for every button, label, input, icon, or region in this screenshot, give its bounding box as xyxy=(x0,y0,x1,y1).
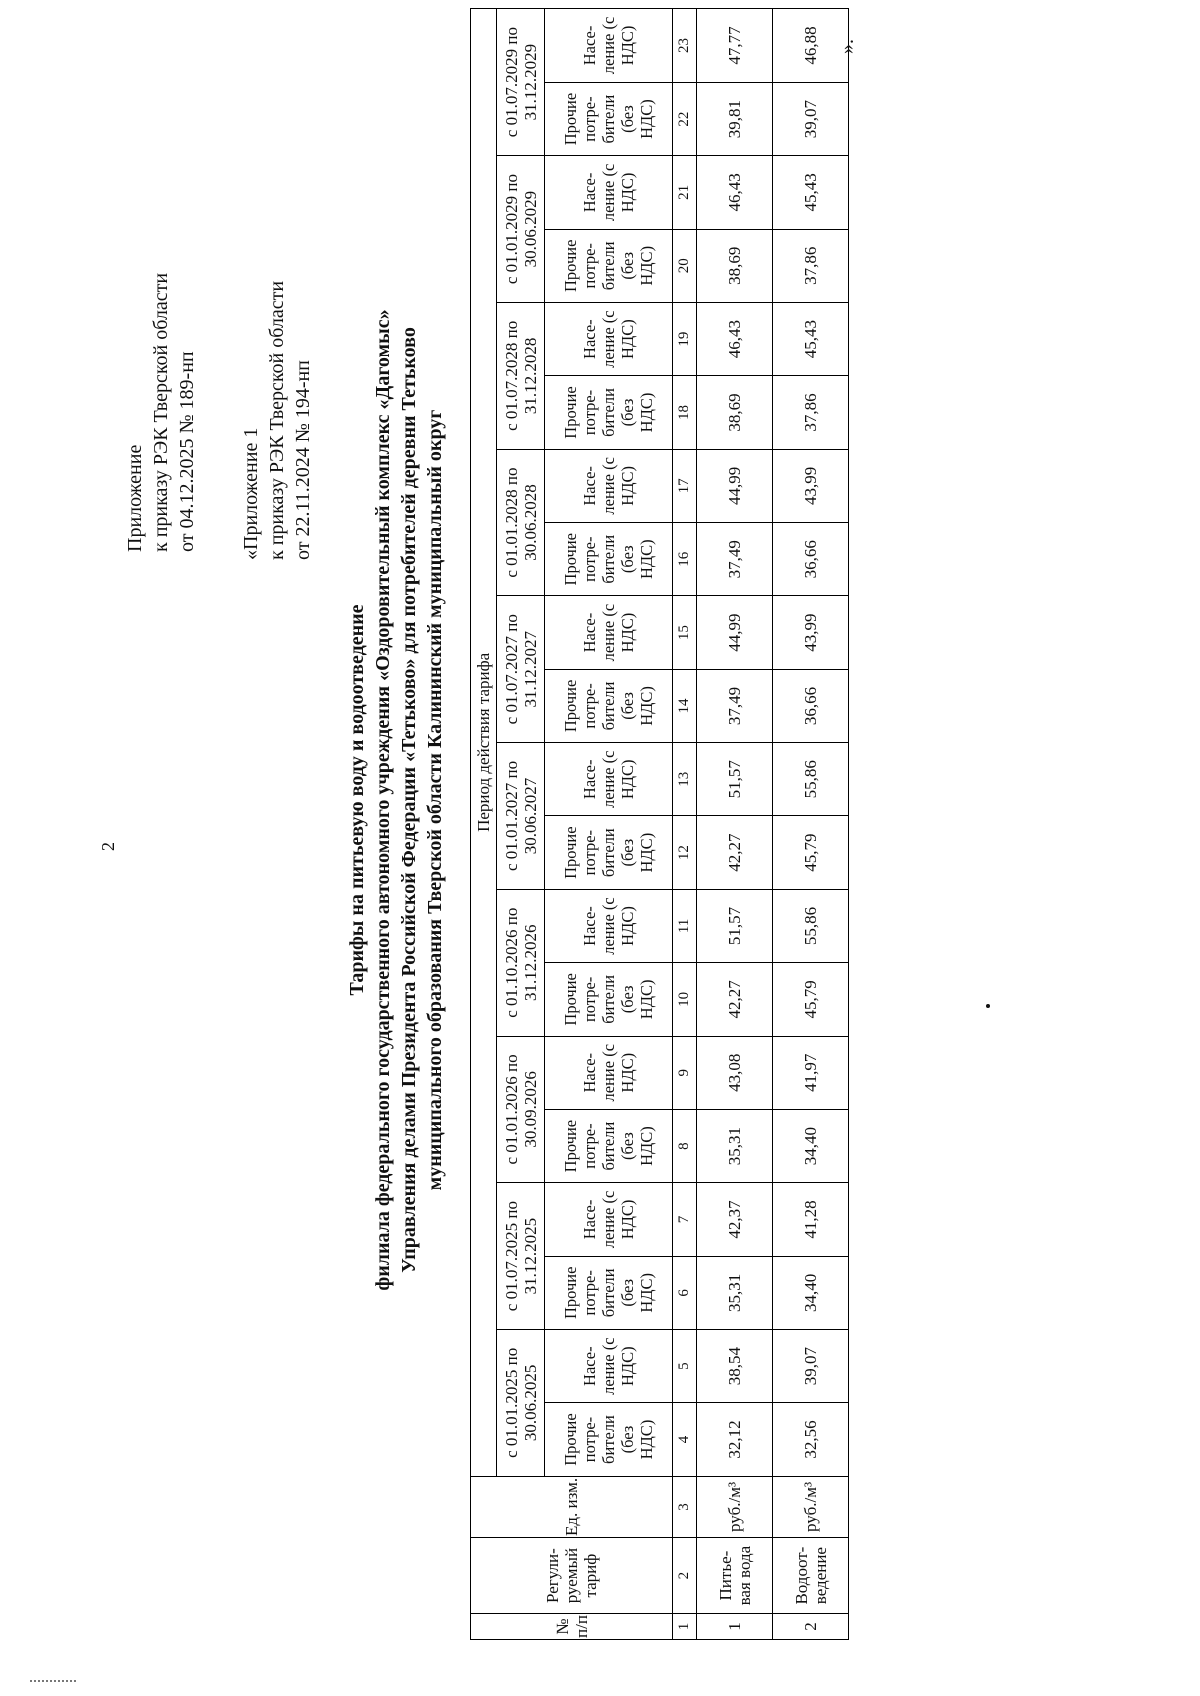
annex-previous xyxy=(238,281,316,560)
header-period: Период действия тарифа xyxy=(471,9,497,1477)
annex-current-line2: к приказу РЭК Тверской области xyxy=(150,272,172,552)
period-range: с 01.01.2026 по 30.09.2026 xyxy=(497,1036,545,1183)
column-number: 18 xyxy=(673,376,697,449)
annex-current xyxy=(122,273,200,552)
tariff-value: 42,27 xyxy=(697,816,773,889)
category-other: Прочие потре-бители (без НДС) xyxy=(545,669,673,742)
period-range: с 01.07.2027 по 31.12.2027 xyxy=(497,596,545,743)
tariff-value: 38,69 xyxy=(697,376,773,449)
tariff-value: 36,66 xyxy=(773,669,849,742)
column-number: 6 xyxy=(673,1256,697,1329)
category-other: Прочие потре-бители (без НДС) xyxy=(545,523,673,596)
tariff-value: 39,07 xyxy=(773,82,849,155)
tariff-value: 37,49 xyxy=(697,669,773,742)
category-population: Насе-ление (с НДС) xyxy=(545,9,673,83)
column-number: 10 xyxy=(673,963,697,1036)
header-num: № п/п xyxy=(471,1613,673,1639)
tariff-table xyxy=(470,8,849,1640)
scan-artifact-mark xyxy=(30,1680,76,1683)
annex-current-line3: от 04.12.2025 № 189-нп xyxy=(176,351,198,552)
tariff-value: 55,86 xyxy=(773,889,849,962)
period-range: с 01.10.2026 по 31.12.2026 xyxy=(497,889,545,1036)
column-number: 21 xyxy=(673,156,697,229)
column-number: 14 xyxy=(673,669,697,742)
annex-previous-line3: от 22.11.2024 № 194-нп xyxy=(292,360,314,560)
annex-previous-line1: «Приложение 1 xyxy=(240,427,262,560)
period-range: с 01.01.2028 по 30.06.2028 xyxy=(497,449,545,596)
category-population: Насе-ление (с НДС) xyxy=(545,1183,673,1256)
tariff-value: 35,31 xyxy=(697,1256,773,1329)
tariff-value: 41,97 xyxy=(773,1036,849,1109)
category-population: Насе-ление (с НДС) xyxy=(545,1329,673,1402)
category-other: Прочие потре-бители (без НДС) xyxy=(545,1256,673,1329)
column-number: 11 xyxy=(673,889,697,962)
column-number: 1 xyxy=(673,1613,697,1639)
tariff-value: 38,69 xyxy=(697,229,773,302)
tariff-value: 44,99 xyxy=(697,596,773,669)
tariff-value: 43,99 xyxy=(773,449,849,522)
period-range: с 01.07.2029 по 31.12.2029 xyxy=(497,9,545,156)
category-other: Прочие потре-бители (без НДС) xyxy=(545,1403,673,1476)
tariff-value: 55,86 xyxy=(773,743,849,816)
period-range: с 01.07.2028 по 31.12.2028 xyxy=(497,302,545,449)
tariff-value: 37,86 xyxy=(773,376,849,449)
period-range: с 01.07.2025 по 31.12.2025 xyxy=(497,1183,545,1330)
column-number: 2 xyxy=(673,1538,697,1614)
rotated-content xyxy=(0,16,1200,1680)
category-other: Прочие потре-бители (без НДС) xyxy=(545,816,673,889)
category-population: Насе-ление (с НДС) xyxy=(545,1036,673,1109)
period-range: с 01.01.2027 по 30.06.2027 xyxy=(497,743,545,890)
table-row xyxy=(697,9,773,1640)
tariff-value: 38,54 xyxy=(697,1329,773,1402)
row-num: 2 xyxy=(773,1613,849,1639)
column-number: 17 xyxy=(673,449,697,522)
column-number: 22 xyxy=(673,82,697,155)
tariff-value: 51,57 xyxy=(697,889,773,962)
table-row xyxy=(773,9,849,1640)
column-number: 13 xyxy=(673,743,697,816)
category-population: Насе-ление (с НДС) xyxy=(545,889,673,962)
tariff-value: 43,08 xyxy=(697,1036,773,1109)
tariff-value: 42,37 xyxy=(697,1183,773,1256)
tariff-value: 39,81 xyxy=(697,82,773,155)
tariff-value: 34,40 xyxy=(773,1256,849,1329)
category-other: Прочие потре-бители (без НДС) xyxy=(545,963,673,1036)
tariff-value: 34,40 xyxy=(773,1109,849,1182)
header-unit: Ед. изм. xyxy=(471,1476,673,1538)
category-population: Насе-ление (с НДС) xyxy=(545,449,673,522)
period-range: с 01.01.2029 по 30.06.2029 xyxy=(497,156,545,303)
row-tariff-name: Питье-вая вода xyxy=(697,1538,773,1614)
tariff-value: 32,12 xyxy=(697,1403,773,1476)
tariff-value: 37,49 xyxy=(697,523,773,596)
annex-previous-line2: к приказу РЭК Тверской области xyxy=(266,280,288,560)
column-number: 3 xyxy=(673,1476,697,1538)
category-other: Прочие потре-бители (без НДС) xyxy=(545,82,673,155)
tariff-value: 43,99 xyxy=(773,596,849,669)
tariff-value: 39,07 xyxy=(773,1329,849,1402)
title-line4: муниципального образования Тверской области Калининский муниципальный округ xyxy=(424,409,446,1191)
period-range: с 01.01.2025 по 30.06.2025 xyxy=(497,1329,545,1476)
tariff-value: 44,99 xyxy=(697,449,773,522)
tariff-value: 37,86 xyxy=(773,229,849,302)
title-line1: Тарифы на питьевую воду и водоотведение xyxy=(346,604,368,996)
row-unit: руб./м³ xyxy=(697,1476,773,1538)
document-title xyxy=(344,300,448,1300)
tariff-value: 46,43 xyxy=(697,156,773,229)
category-other: Прочие потре-бители (без НДС) xyxy=(545,376,673,449)
row-unit: руб./м³ xyxy=(773,1476,849,1538)
category-population: Насе-ление (с НДС) xyxy=(545,743,673,816)
column-number: 15 xyxy=(673,596,697,669)
tariff-value: 45,43 xyxy=(773,302,849,375)
category-other: Прочие потре-бители (без НДС) xyxy=(545,1109,673,1182)
column-number: 16 xyxy=(673,523,697,596)
title-line3: Управления делами Президента Российской Федерации «Тетьково» для потребителей деревни Тетьково xyxy=(398,327,420,1273)
tariff-value: 51,57 xyxy=(697,743,773,816)
tariff-value: 45,79 xyxy=(773,963,849,1036)
tariff-value: 47,77 xyxy=(697,9,773,83)
row-tariff-name: Водоот-ведение xyxy=(773,1538,849,1614)
tariff-value: 35,31 xyxy=(697,1109,773,1182)
tariff-value: 42,27 xyxy=(697,963,773,1036)
column-number: 19 xyxy=(673,302,697,375)
column-number: 20 xyxy=(673,229,697,302)
column-number: 5 xyxy=(673,1329,697,1402)
category-population: Насе-ление (с НДС) xyxy=(545,302,673,375)
category-population: Насе-ление (с НДС) xyxy=(545,156,673,229)
annex-current-line1: Приложение xyxy=(124,444,146,552)
closing-quote: ». xyxy=(836,39,858,54)
category-other: Прочие потре-бители (без НДС) xyxy=(545,229,673,302)
column-number: 12 xyxy=(673,816,697,889)
column-number: 8 xyxy=(673,1109,697,1182)
column-number: 4 xyxy=(673,1403,697,1476)
header-tariff: Регули-руемый тариф xyxy=(471,1538,673,1614)
title-line2: филиала федерального государственного автономного учреждения «Оздоровительный комплекс «Дагомыс» xyxy=(372,309,394,1291)
tariff-value: 46,88 xyxy=(773,9,849,83)
category-population: Насе-ление (с НДС) xyxy=(545,596,673,669)
row-num: 1 xyxy=(697,1613,773,1639)
tariff-value: 32,56 xyxy=(773,1403,849,1476)
tariff-value: 45,43 xyxy=(773,156,849,229)
page-number: 2 xyxy=(98,842,118,851)
column-number: 23 xyxy=(673,9,697,83)
column-number: 9 xyxy=(673,1036,697,1109)
tariff-value: 45,79 xyxy=(773,816,849,889)
tariff-value: 46,43 xyxy=(697,302,773,375)
tariff-value: 41,28 xyxy=(773,1183,849,1256)
tariff-value: 36,66 xyxy=(773,523,849,596)
column-number: 7 xyxy=(673,1183,697,1256)
